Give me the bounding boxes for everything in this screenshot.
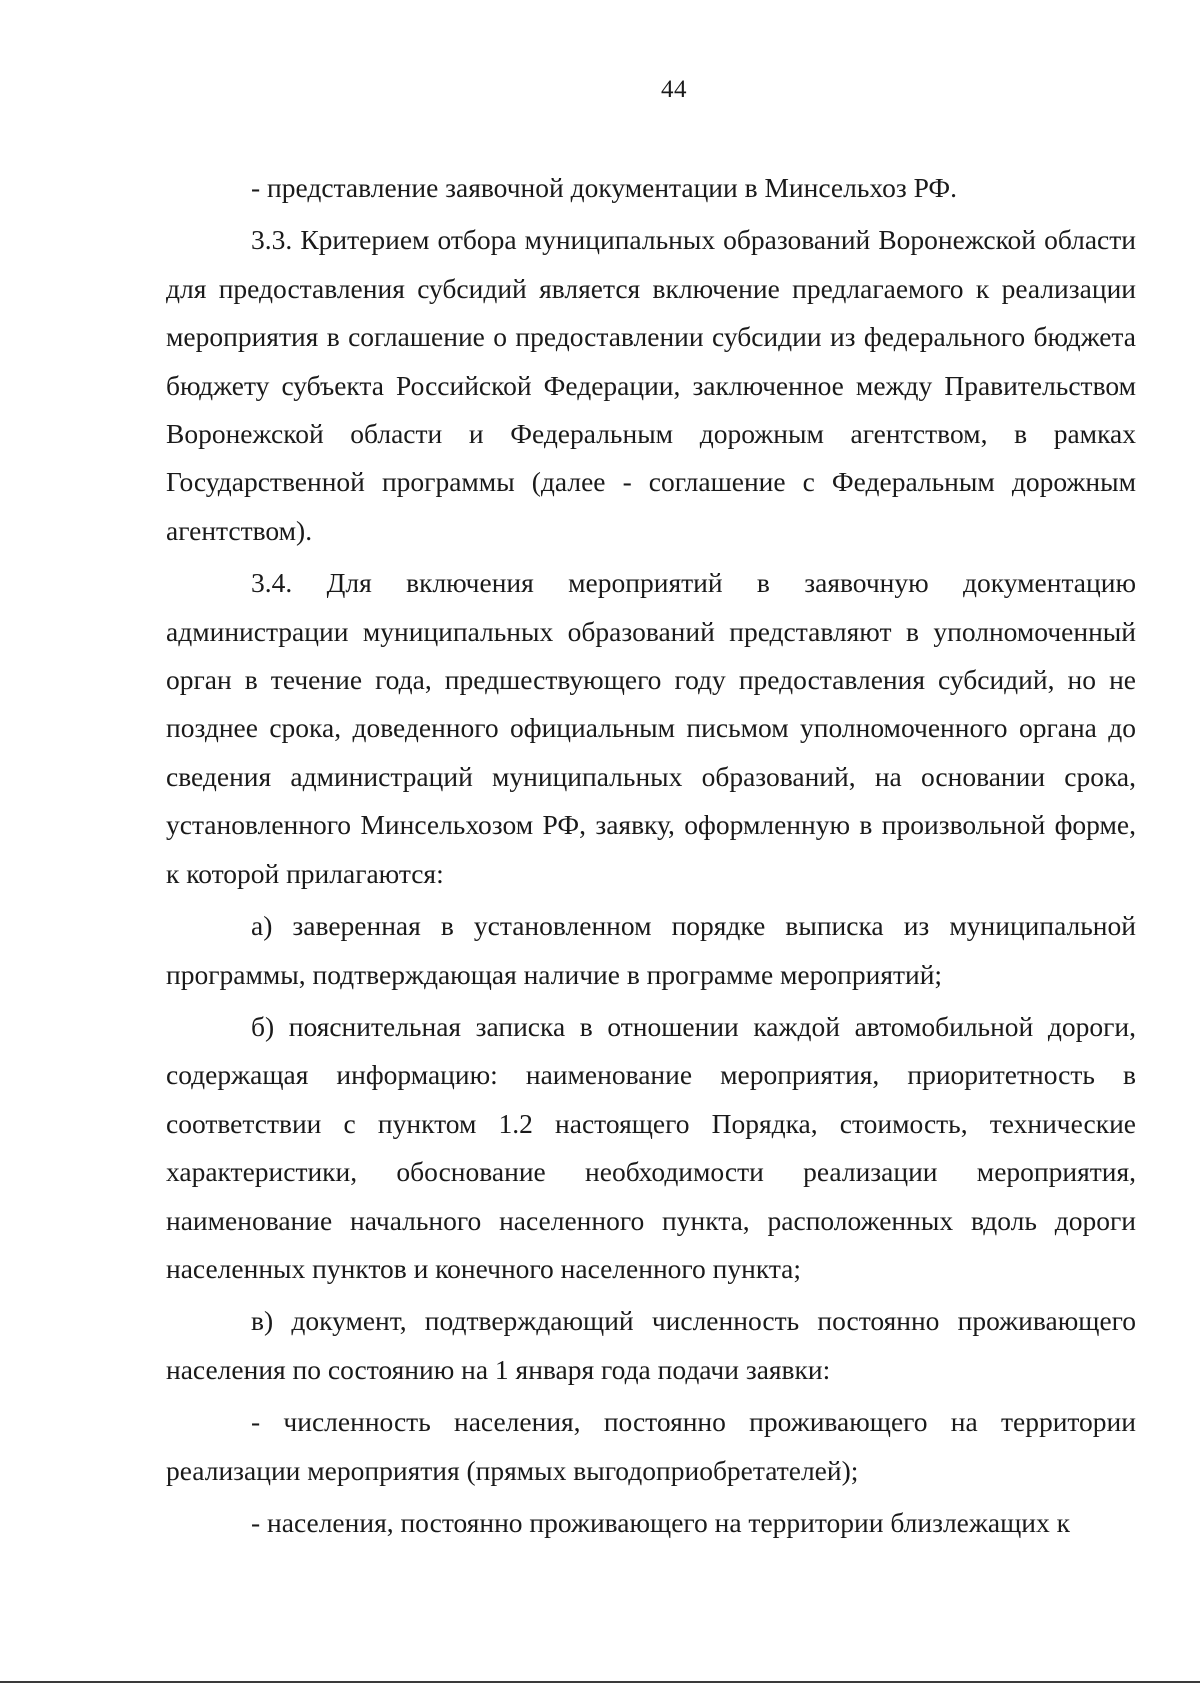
- paragraph-3-4: 3.4. Для включения мероприятий в заявочную документацию администрации муниципальных образований представляют в уполномоченный орган в течение года, предшествующего году предоставления субсидий, но не позднее срока, доведенного официальным письмом уполномоченного органа до сведения администраций муниципальных образований, на основании срока, установленного Минсельхозом РФ, заявку, оформленную в произвольной форме, к которой прилагаются:: [166, 567, 1136, 889]
- paragraph-population-nearby: - населения, постоянно проживающего на территории близлежащих к: [251, 1506, 1070, 1538]
- paragraph-item-v: в) документ, подтверждающий численность постоянно проживающего населения по состоянию на 1 января года подачи заявки:: [166, 1305, 1136, 1385]
- paragraph-item-b: б) пояснительная записка в отношении каждой автомобильной дороги, содержащая информацию: наименование мероприятия, приоритетность в соответствии с пунктом 1.2 настоящего Порядка, стоимость, технические характеристики, обоснование необходимости реализации мероприятия, наименование начального населенного пункта, расположенных вдоль дороги населенных пунктов и конечного населенного пункта;: [166, 1010, 1136, 1284]
- page-number: 44: [661, 76, 687, 103]
- paragraph-submission: - представление заявочной документации в Минсельхоз РФ.: [251, 172, 957, 203]
- paragraph-3-3: 3.3. Критерием отбора муниципальных образований Воронежской области для предоставления субсидий является включение предлагаемого к реализации мероприятия в соглашение о предоставлении субсидии из федерального бюджета бюджету субъекта Российской Федерации, заключенное между Правительством Воронежской области и Федеральным дорожным агентством, в рамках Государственной программы (далее - соглашение с Федеральным дорожным агентством).: [166, 224, 1136, 546]
- bottom-rule: [0, 1681, 1200, 1683]
- paragraph-item-a: а) заверенная в установленном порядке выписка из муниципальной программы, подтверждающая наличие в программе мероприятий;: [166, 910, 1136, 990]
- document-body: [166, 164, 1136, 1547]
- paragraph-population-direct: - численность населения, постоянно проживающего на территории реализации мероприятия (прямых выгодоприобретателей);: [166, 1406, 1136, 1486]
